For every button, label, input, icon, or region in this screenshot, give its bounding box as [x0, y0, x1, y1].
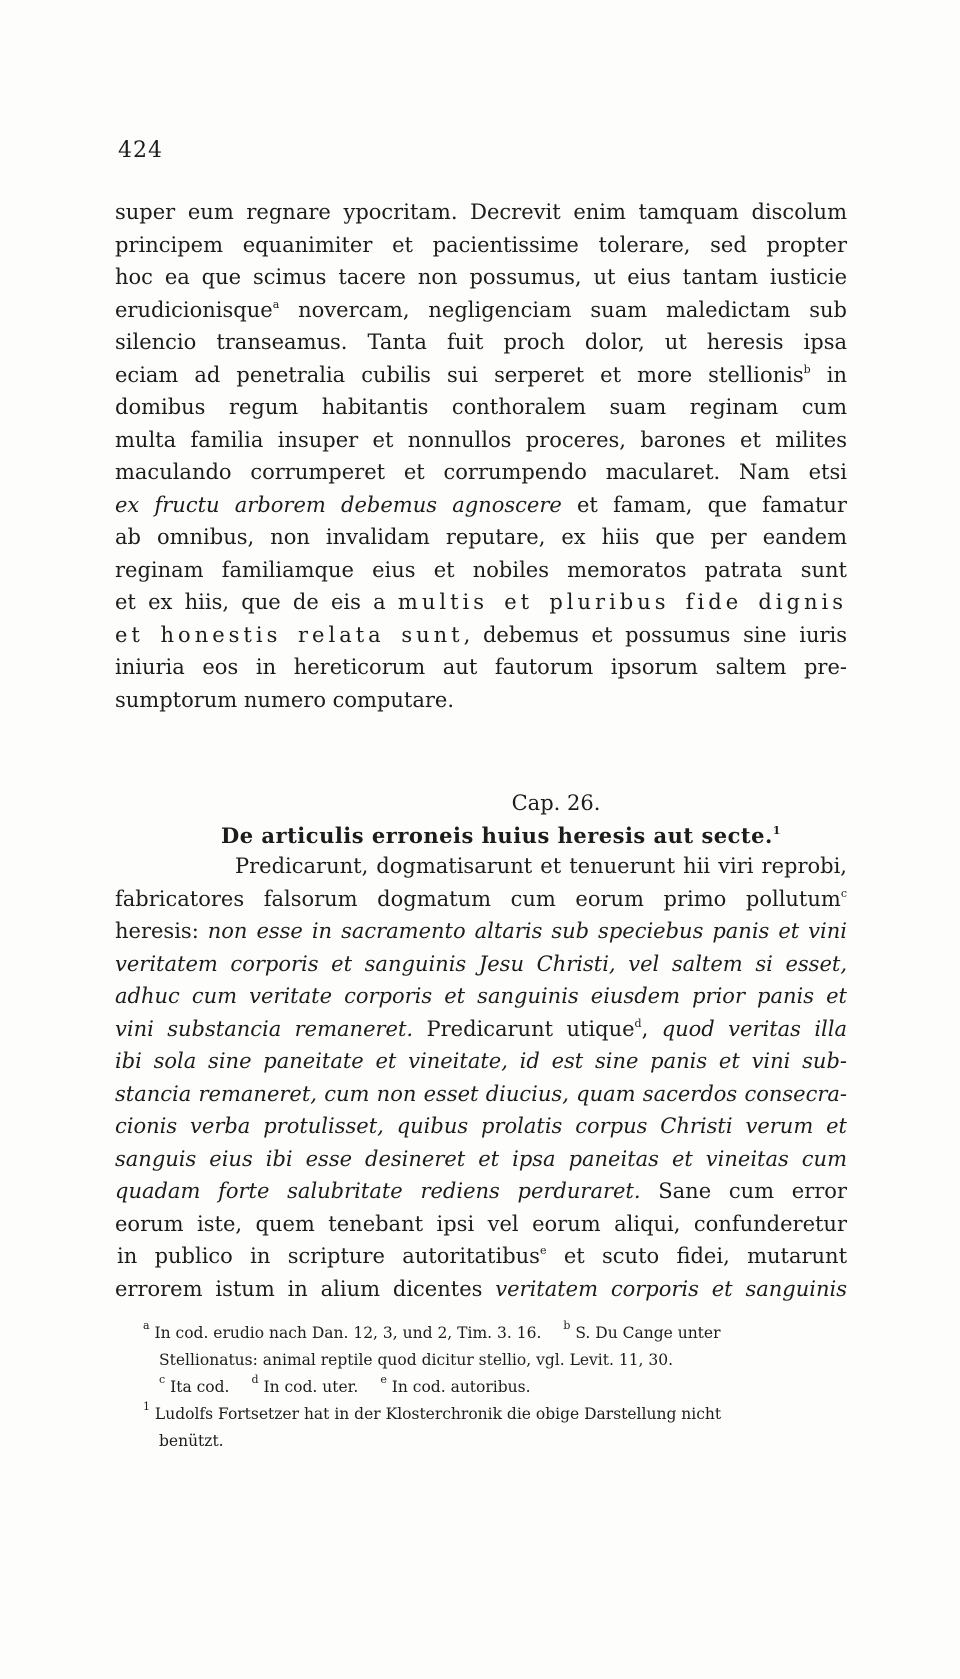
- page-number: 424: [118, 138, 163, 163]
- footnote-line: benützt.: [159, 1432, 224, 1450]
- text-line: sanguis eius ibi esse desineret et ipsa paneitas et vineitas cum: [115, 1146, 847, 1171]
- text-line: cionis verba protulisset, quibus prolatis corpus Christi verum et: [115, 1114, 847, 1138]
- text-line: maculando corrumperet et corrumpendo macularet. Nam etsi: [115, 460, 847, 484]
- text-line: quadam forte salubritate rediens perduraret. Sane cum error: [115, 1179, 847, 1203]
- footnote-line: Stellionatus: animal reptile quod dicitur stellio, vgl. Levit. 11, 30.: [159, 1351, 674, 1369]
- text-line: iniuria eos in hereticorum aut fautorum ipsorum saltem pre-: [115, 655, 847, 679]
- text-line: errorem istum in alium dicentes veritatem corporis et sanguinis: [115, 1276, 847, 1301]
- footnote-line: $^1$ Ludolfs Fortsetzer hat in der Klosterchronik die obige Darstellung nicht: [143, 1400, 722, 1423]
- text-line: in publico in scripture autoritatibus$^e$ et scuto fidei, mutarunt: [117, 1244, 847, 1268]
- text-line: sumptorum numero computare.: [115, 687, 455, 712]
- footnote-line: $^c$ Ita cod. $^d$ In cod. uter. $^e$ In cod. autoribus.: [159, 1373, 531, 1396]
- text-line: adhuc cum veritate corporis et sanguinis eiusdem prior panis et: [115, 984, 847, 1008]
- text-line: eorum iste, quem tenebant ipsi vel eorum aliqui, confunderetur: [115, 1211, 847, 1236]
- text-line: principem equanimiter et pacientissime tolerare, sed propter: [115, 232, 847, 257]
- paragraph-main: [115, 196, 847, 716]
- text-line: et honestis relata sunt, debemus et possumus sine iuris: [115, 622, 847, 647]
- text-line: silencio transeamus. Tanta fuit proch dolor, ut heresis ipsa: [115, 330, 847, 354]
- text-line: multa familia insuper et nonnullos proceres, barones et milites: [115, 427, 847, 452]
- text-line: erudicionisque$^a$ novercam, negligenciam suam maledictam sub: [115, 297, 847, 322]
- text-line: eciam ad penetralia cubilis sui serperet et more stellionis$^b$ in: [115, 362, 847, 387]
- text-line: et ex hiis, que de eis a multis et pluribus fide dignis: [115, 590, 847, 614]
- text-line: stancia remaneret, cum non esset diucius, quam sacerdos consecra-: [115, 1081, 847, 1106]
- text-line: super eum regnare ypocritam. Decrevit enim tamquam discolum: [115, 200, 847, 224]
- text-line: fabricatores falsorum dogmatum cum eorum primo pollutum$^c$: [115, 886, 847, 911]
- paragraph-chapter: [115, 850, 847, 1305]
- text-line: ex fructu arborem debemus agnoscere et famam, que famatur: [115, 492, 847, 517]
- text-line: veritatem corporis et sanguinis Jesu Christi, vel saltem si esset,: [115, 951, 847, 976]
- footnotes: [143, 1320, 847, 1455]
- text-line: Predicarunt, dogmatisarunt et tenuerunt hii viri reprobi,: [235, 854, 847, 878]
- text-line: ab omnibus, non invalidam reputare, ex hiis que per eandem: [115, 525, 847, 549]
- text-line: reginam familiamque eius et nobiles memoratos patrata sunt: [115, 557, 847, 582]
- chapter-title: De articulis erroneis huius heresis aut secte.$^1$: [221, 823, 781, 848]
- text-line: vini substancia remaneret. Predicarunt utique$^d$, quod veritas illa: [115, 1016, 847, 1041]
- text-line: domibus regum habitantis conthoralem suam reginam cum: [115, 395, 847, 419]
- text-line: heresis: non esse in sacramento altaris sub speciebus panis et vini: [115, 919, 847, 943]
- chapter-label: Cap. 26.: [511, 791, 601, 815]
- text-line: hoc ea que scimus tacere non possumus, ut eius tantam iusticie: [115, 265, 847, 289]
- footnote-line: $^a$ In cod. erudio nach Dan. 12, 3, und 2, Tim. 3. 16. $^b$ S. Du Cange unter: [143, 1319, 721, 1342]
- chapter-heading: [115, 787, 847, 853]
- text-line: ibi sola sine paneitate et vineitate, id est sine panis et vini sub-: [115, 1049, 847, 1073]
